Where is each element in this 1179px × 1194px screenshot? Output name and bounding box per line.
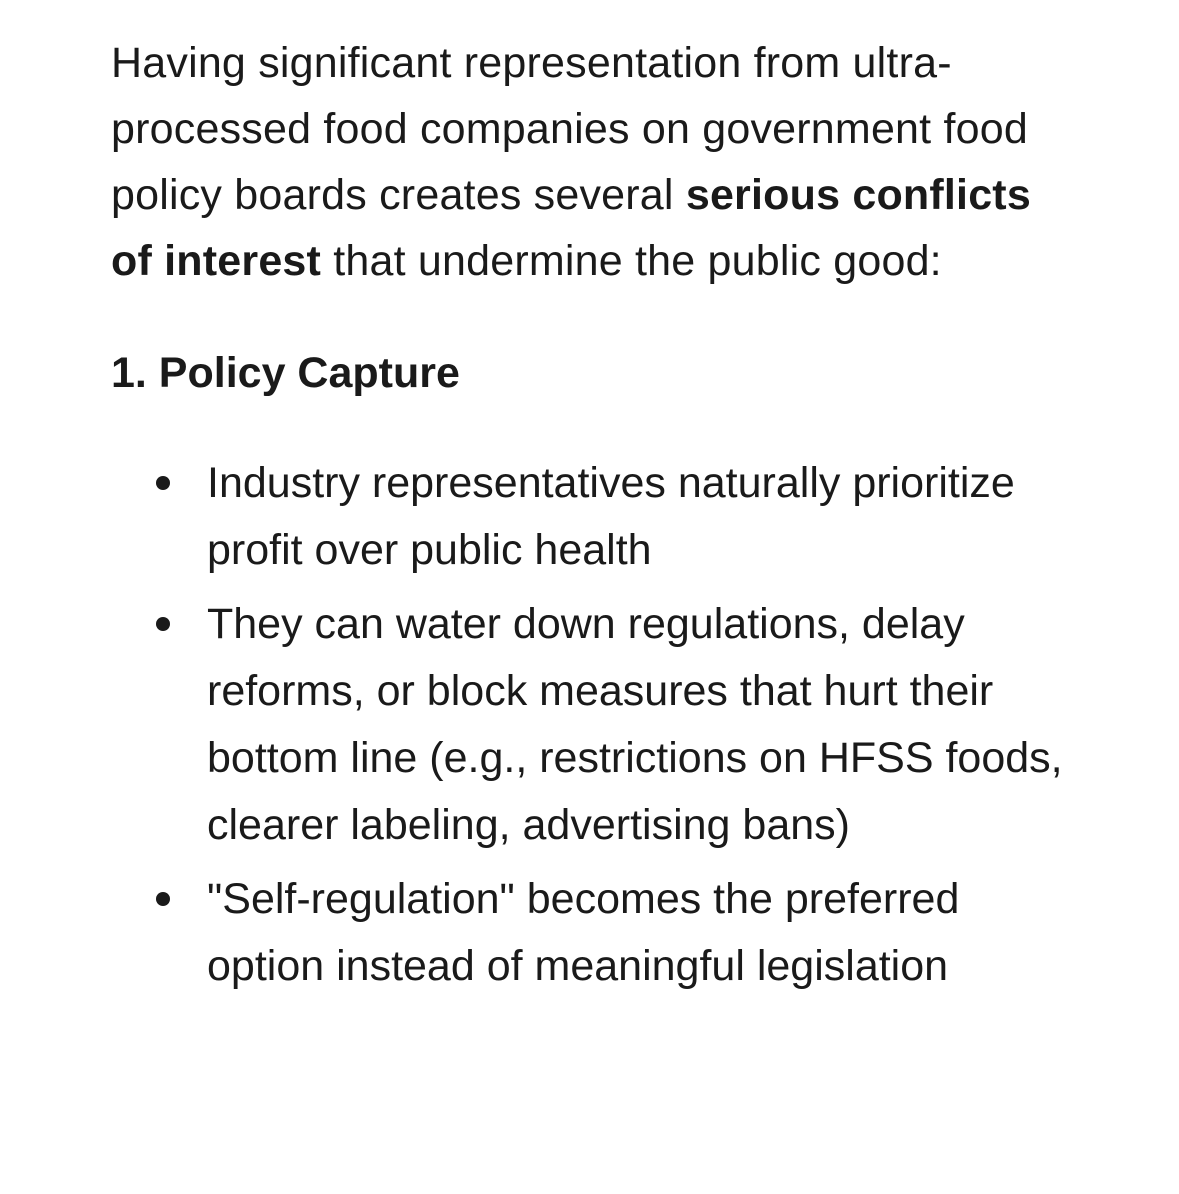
bullet-icon	[156, 476, 170, 490]
section-heading: 1. Policy Capture	[111, 349, 460, 397]
bullet-text: "Self-regulation" becomes the preferred option instead of meaningful legislation	[207, 875, 960, 990]
bullet-icon	[156, 892, 170, 906]
bullet-text: They can water down regulations, delay reforms, or block measures that hurt their bottom line (e.g., restrictions on HFSS foods, clearer labeling, advertising bans)	[207, 600, 1063, 849]
intro-text-start: Having significant representation from ultra-processed food companies on government food policy boards creates several	[111, 39, 1028, 219]
bullet-list	[111, 450, 1081, 1000]
intro-emphasis: serious conflicts of interest	[111, 171, 1031, 285]
bullet-item	[111, 591, 1081, 859]
bullet-icon	[156, 617, 170, 631]
intro-text-end: that undermine the public good:	[321, 237, 942, 285]
document-body	[111, 30, 1081, 1007]
bullet-item	[111, 450, 1081, 584]
bullet-item	[111, 866, 1081, 1000]
intro-paragraph	[111, 30, 1081, 294]
bullet-text: Industry representatives naturally prioritize profit over public health	[207, 459, 1015, 574]
